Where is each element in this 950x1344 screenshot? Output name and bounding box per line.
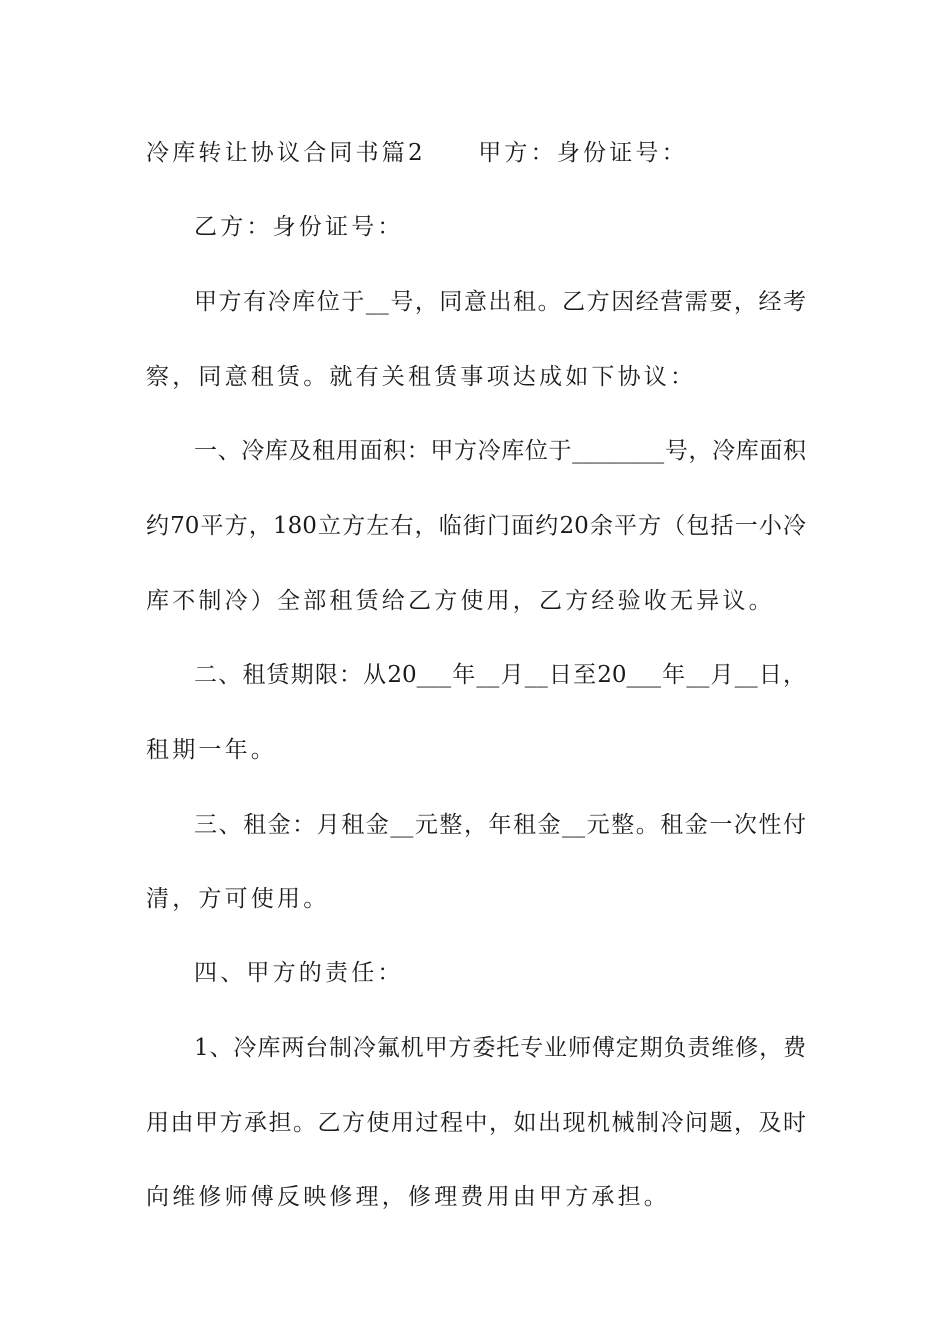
doc-line-clause3-1: 三、租金：月租金__元整，年租金__元整。租金一次性付 (194, 812, 806, 838)
doc-line-clause1-1: 一、冷库及租用面积：甲方冷库位于________号，冷库面积 (194, 438, 806, 464)
doc-line-intro-2: 察，同意租赁。就有关租赁事项达成如下协议： (146, 364, 697, 390)
doc-line-clause2-1: 二、租赁期限：从20___年__月__日至20___年__月__日， (194, 662, 806, 688)
doc-line-clause1-2: 约70平方，180立方左右，临街门面约20余平方（包括一小冷 (146, 513, 806, 539)
doc-line-clause1-3: 库不制冷）全部租赁给乙方使用，乙方经验收无异议。 (146, 588, 775, 614)
doc-line-title: 冷库转让协议合同书篇2 甲方：身份证号： (146, 140, 688, 166)
doc-line-clause3-2: 清，方可使用。 (146, 886, 330, 912)
doc-line-intro-1: 甲方有冷库位于__号，同意出租。乙方因经营需要，经考 (194, 289, 806, 315)
doc-line-clause4-item1-2: 用由甲方承担。乙方使用过程中，如出现机械制冷问题，及时 (146, 1110, 806, 1136)
doc-line-clause4-item1-1: 1、冷库两台制冷氟机甲方委托专业师傅定期负责维修，费 (194, 1035, 806, 1061)
doc-line-party-b: 乙方：身份证号： (194, 214, 404, 240)
doc-line-clause2-2: 租期一年。 (146, 737, 277, 763)
doc-line-clause4-item1-3: 向维修师傅反映修理，修理费用由甲方承担。 (146, 1184, 670, 1210)
doc-line-clause4-heading: 四、甲方的责任： (194, 960, 404, 986)
